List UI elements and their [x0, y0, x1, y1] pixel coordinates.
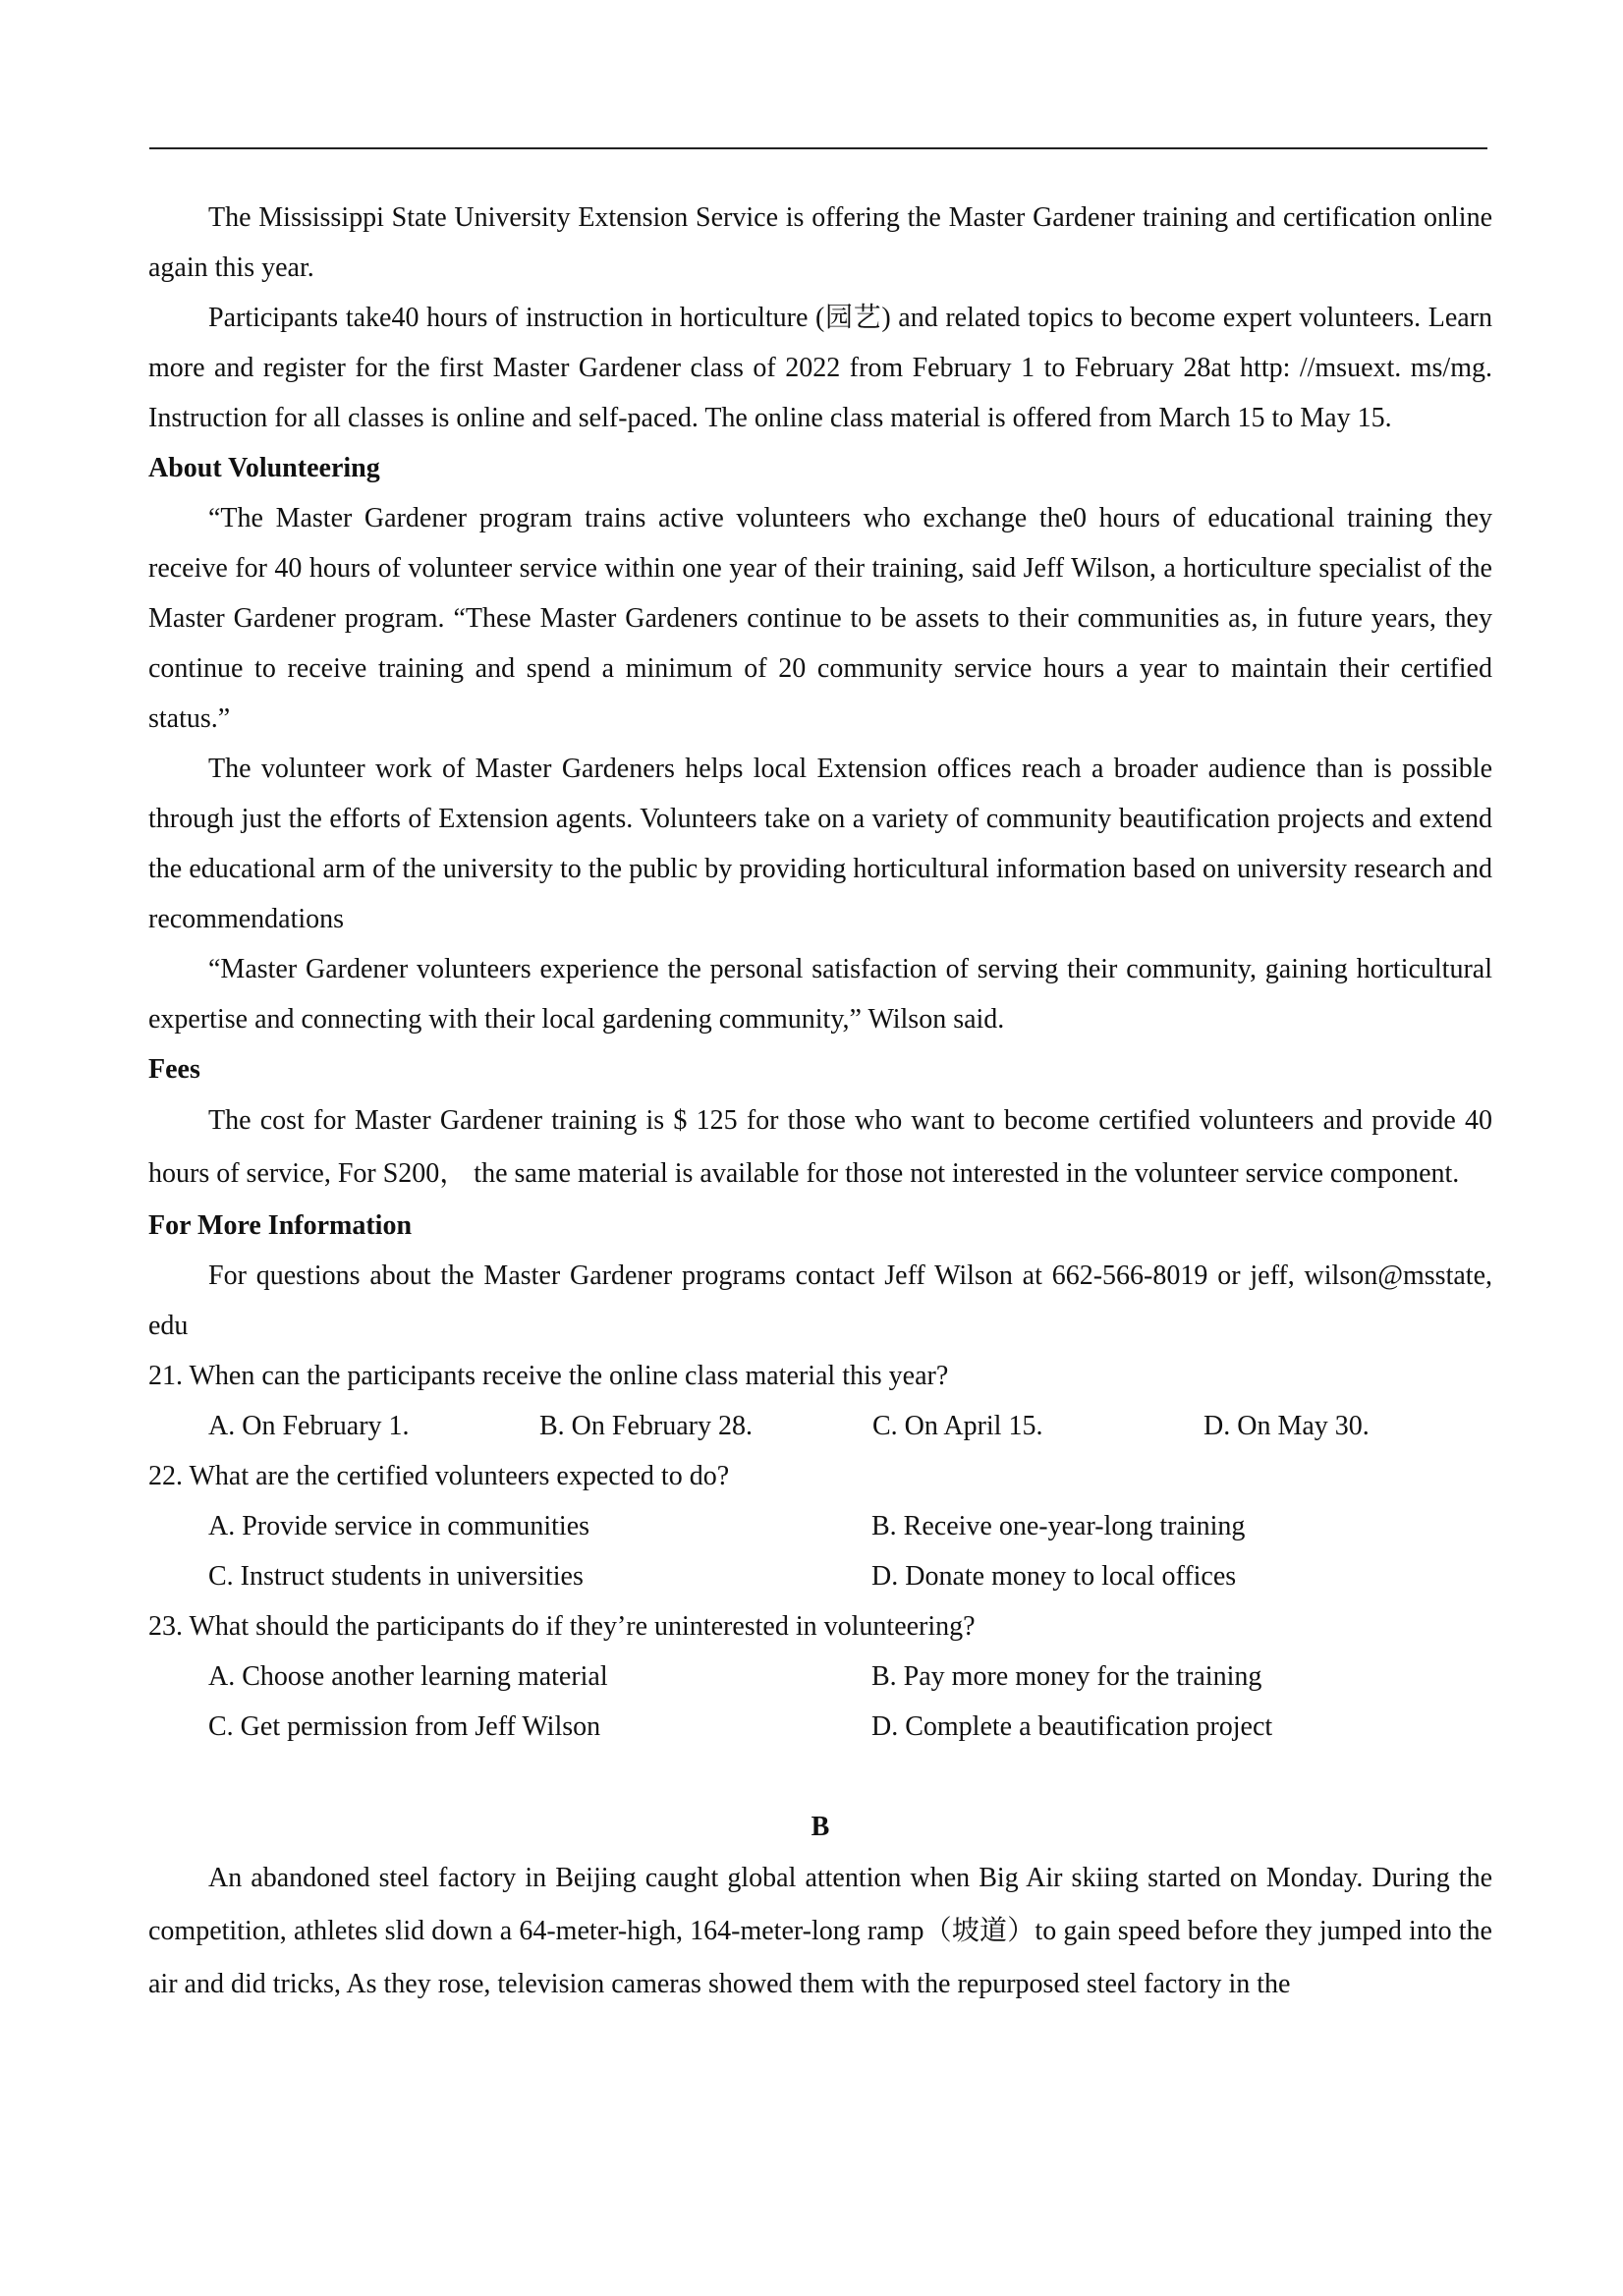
volunteering-paragraph-1: “The Master Gardener program trains active volunteers who exchange the0 hours of educational training they receive for 40 hours of volunteer service within one year of their training, said Jeff Wilson, a horticulture specialist of the Master Gardener program. “These Master Gardeners continue to be assets to their communities as, in future years, they continue to receive training and spend a minimum of 20 community service hours a year to maintain their certified status.” — [148, 503, 1492, 734]
header-rule — [149, 147, 1487, 149]
question-21-stem: 21. When can the participants receive the online class material this year? — [148, 1361, 949, 1391]
volunteering-paragraph-3: “Master Gardener volunteers experience the personal satisfaction of serving their community, gaining horticultural expertise and connecting with their local gardening community,” Wilson said. — [148, 954, 1492, 1035]
intro-paragraph-2: Participants take40 hours of instruction in horticulture (园艺) and related topics to become expert volunteers. Learn more and register for the first Master Gardener class of 2022 from February 1 to February 28at http: //msuext. ms/mg. Instruction for all classes is online and self-paced. The online class material is offered from March 15 to May 15. — [148, 303, 1492, 433]
question-21-options — [148, 1401, 1492, 1451]
question-21 — [148, 1351, 1492, 1451]
question-23-stem: 23. What should the participants do if they’re uninterested in volunteering? — [148, 1611, 976, 1642]
volunteering-paragraph-2: The volunteer work of Master Gardeners helps local Extension offices reach a broader audience than is possible through just the efforts of Extension agents. Volunteers take on a variety of community beautification projects and extend the educational arm of the university to the public by providing horticultural information based on university research and recommendations — [148, 754, 1492, 934]
question-23-option-b: B. Pay more money for the training — [871, 1661, 1262, 1692]
question-23-option-a: A. Choose another learning material — [208, 1661, 608, 1692]
question-23-option-c: C. Get permission from Jeff Wilson — [208, 1711, 601, 1742]
question-21-option-a: A. On February 1. — [208, 1411, 410, 1441]
more-info-heading: For More Information — [148, 1210, 413, 1241]
fees-heading: Fees — [148, 1054, 200, 1085]
question-21-option-c: C. On April 15. — [872, 1411, 1043, 1441]
fees-paragraph: The cost for Master Gardener training is $ 125 for those who want to become certified volunteers and provide 40 hours of service, For S200， the same material is available for those not interested in the volunteer service component. — [148, 1105, 1492, 1189]
question-22-options — [148, 1501, 1492, 1601]
exam-page — [148, 193, 1492, 2011]
about-volunteering-heading: About Volunteering — [148, 453, 380, 483]
more-info-paragraph: For questions about the Master Gardener programs contact Jeff Wilson at 662-566-8019 or jeff, wilson@msstate, edu — [148, 1260, 1492, 1341]
question-23-option-d: D. Complete a beautification project — [871, 1711, 1273, 1742]
question-21-option-b: B. On February 28. — [539, 1411, 753, 1441]
passage-b-paragraph: An abandoned steel factory in Beijing caught global attention when Big Air skiing started on Monday. During the competition, athletes slid down a 64-meter-high, 164-meter-long ramp（坡道）to gain speed before they jumped into the air and did tricks, As they rose, television cameras showed them with the repurposed steel factory in the — [148, 1863, 1492, 1999]
question-23-options — [148, 1652, 1492, 1752]
intro-paragraph-1: The Mississippi State University Extension Service is offering the Master Gardener training and certification online again this year. — [148, 202, 1492, 283]
question-22-option-c: C. Instruct students in universities — [208, 1561, 584, 1592]
question-22-option-d: D. Donate money to local offices — [871, 1561, 1237, 1592]
question-23 — [148, 1601, 1492, 1752]
question-22 — [148, 1451, 1492, 1601]
question-22-option-a: A. Provide service in communities — [208, 1511, 590, 1541]
section-b-label: B — [811, 1812, 830, 1842]
question-22-stem: 22. What are the certified volunteers expected to do? — [148, 1461, 730, 1491]
question-21-option-d: D. On May 30. — [1203, 1411, 1370, 1441]
question-22-option-b: B. Receive one-year-long training — [871, 1511, 1246, 1541]
